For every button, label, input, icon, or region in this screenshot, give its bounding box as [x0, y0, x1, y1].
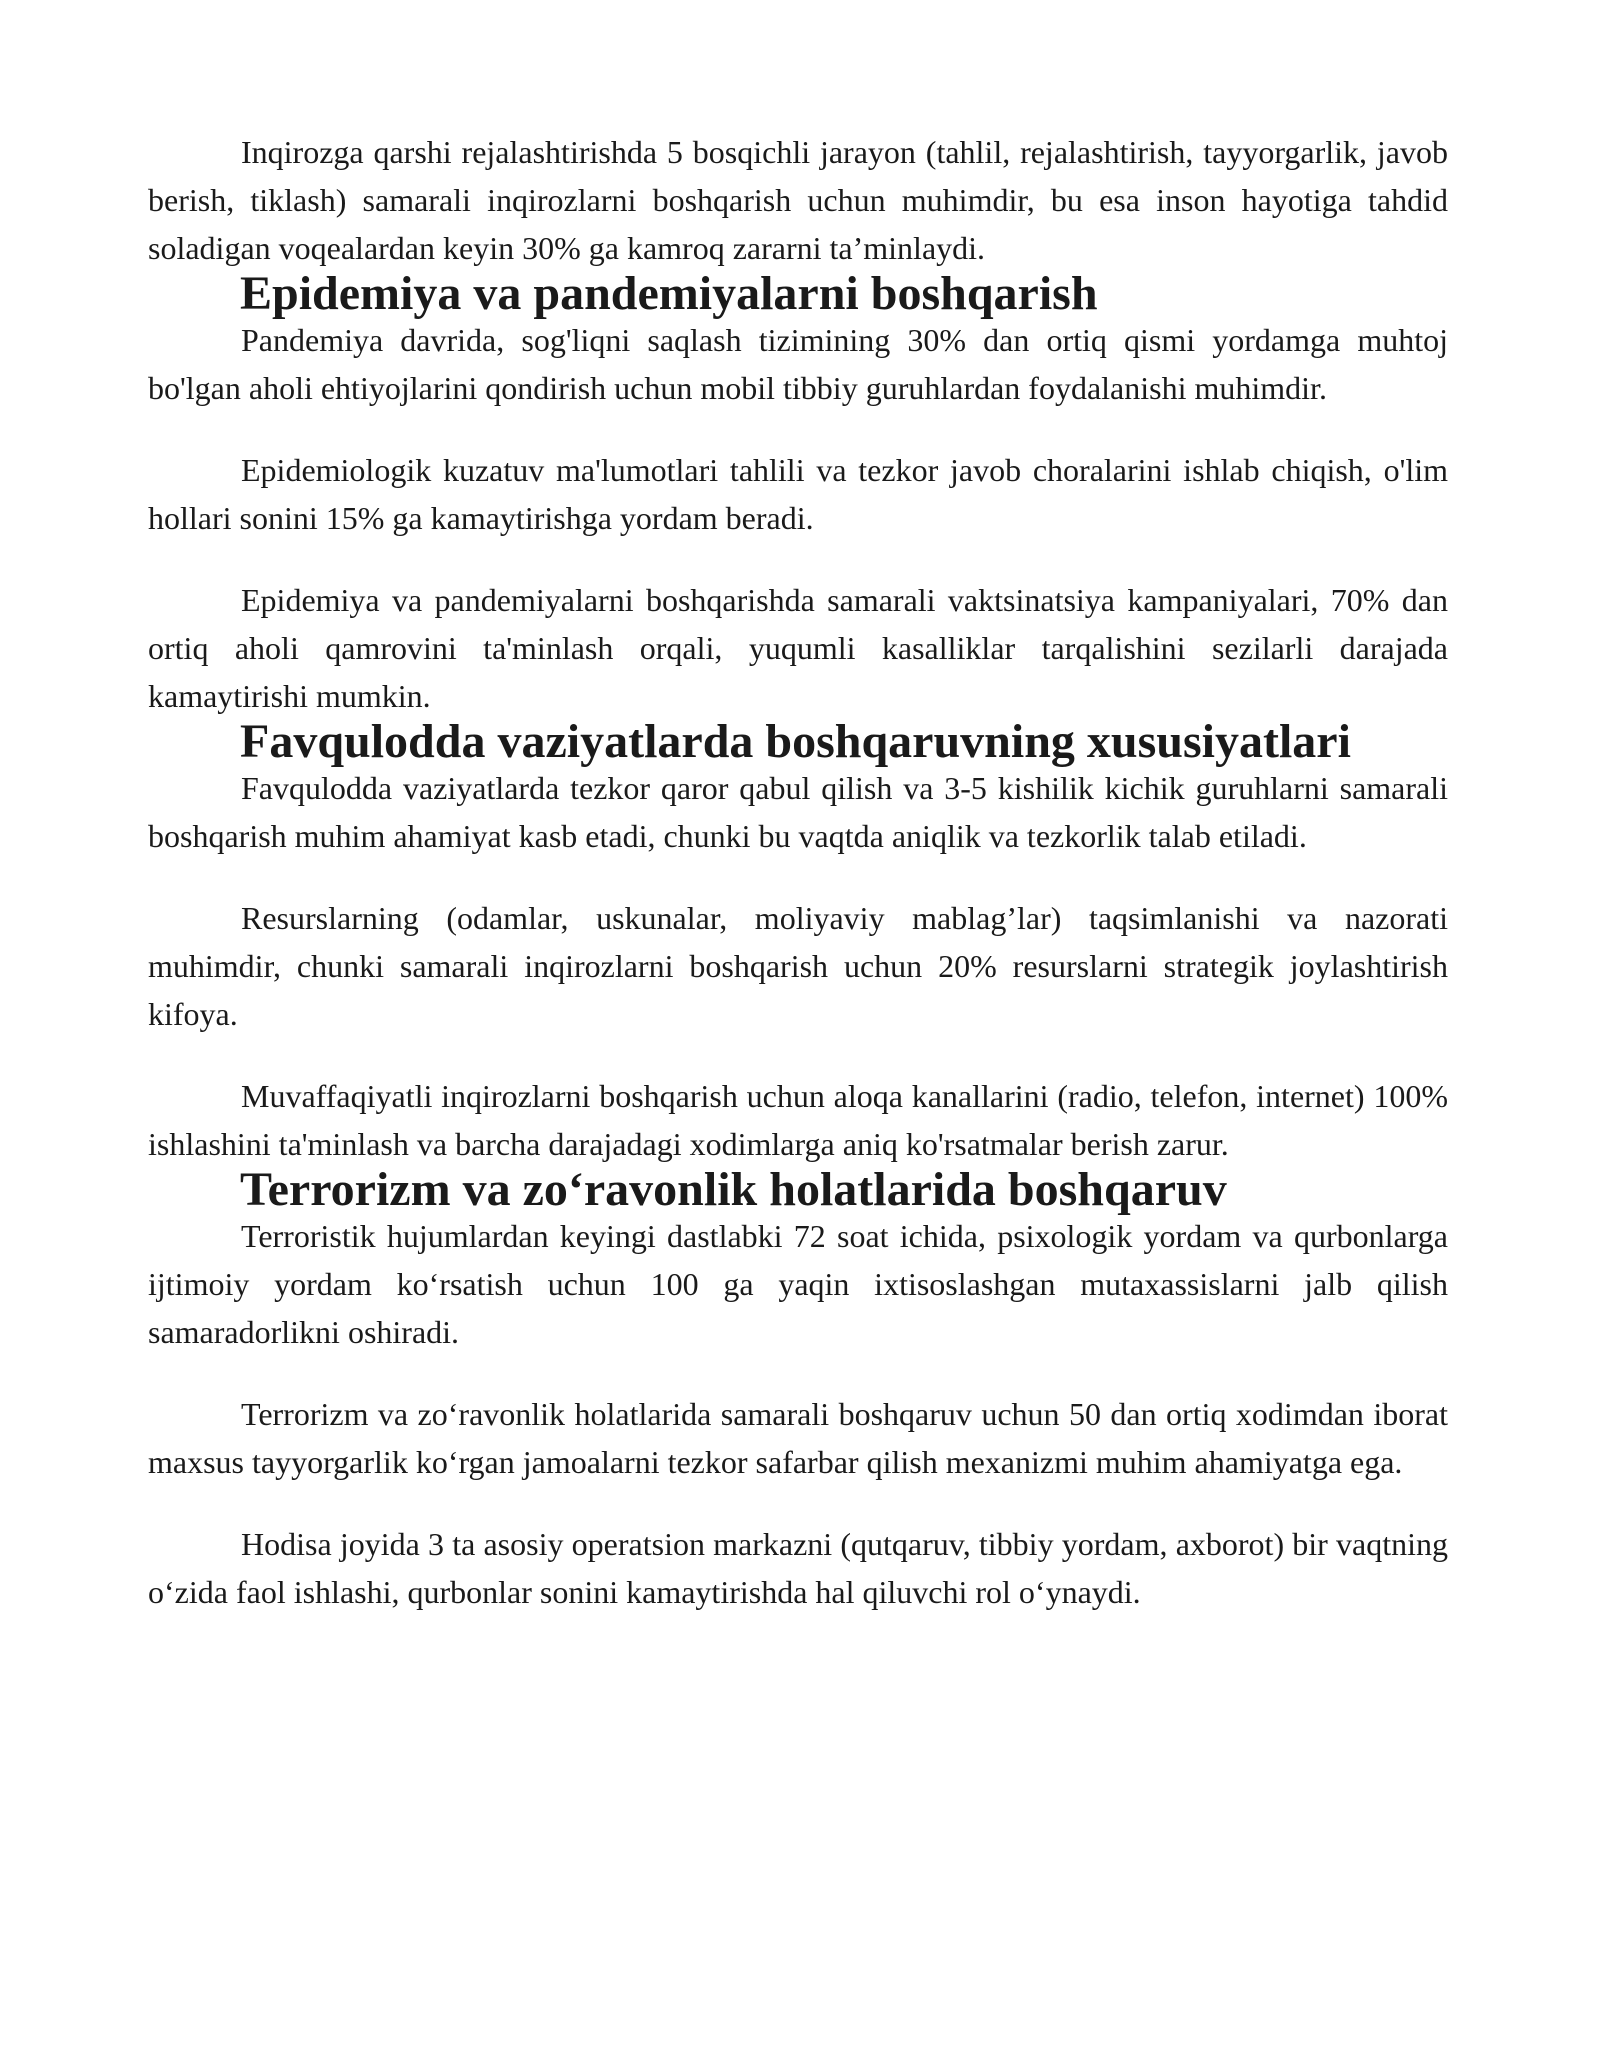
body-paragraph: Terrorizm va zo‘ravonlik holatlarida samarali boshqaruv uchun 50 dan ortiq xodimdan iborat maxsus tayyorgarlik ko‘rgan jamoalarni tezkor safarbar qilish mexanizmi muhim ahamiyatga ega. — [148, 1396, 1448, 1480]
body-paragraph: Hodisa joyida 3 ta asosiy operatsion markazni (qutqaruv, tibbiy yordam, axborot) bir vaqtning o‘zida faol ishlashi, qurbonlar sonini kamaytirishda hal qiluvchi rol o‘ynaydi. — [148, 1526, 1448, 1610]
section-heading: Terrorizm va zo‘ravonlik holatlarida boshqaruv — [240, 1163, 1227, 1216]
section-terrorism — [148, 1163, 1448, 1616]
body-paragraph: Epidemiologik kuzatuv ma'lumotlari tahlili va tezkor javob choralarini ishlab chiqish, o'lim hollari sonini 15% ga kamaytirishga yordam beradi. — [148, 452, 1448, 536]
section-heading: Epidemiya va pandemiyalarni boshqarish — [240, 267, 1098, 320]
intro-paragraph: Inqirozga qarshi rejalashtirishda 5 bosqichli jarayon (tahlil, rejalashtirish, tayyorgarlik, javob berish, tiklash) samarali inqirozlarni boshqarish uchun muhimdir, bu esa inson hayotiga tahdid soladigan voqealardan keyin 30% ga kamroq zararni ta’minlaydi. — [148, 134, 1448, 266]
document-page — [148, 128, 1448, 1616]
body-paragraph: Resurslarning (odamlar, uskunalar, moliyaviy mablag’lar) taqsimlanishi va nazorati muhimdir, chunki samarali inqirozlarni boshqarish uchun 20% resurslarni strategik joylashtirish kifoya. — [148, 900, 1448, 1032]
body-paragraph: Epidemiya va pandemiyalarni boshqarishda samarali vaktsinatsiya kampaniyalari, 70% dan ortiq aholi qamrovini ta'minlash orqali, yuqumli kasalliklar tarqalishini sezilarli darajada kamaytirishi mumkin. — [148, 582, 1448, 714]
section-epidemics — [148, 267, 1448, 720]
body-paragraph: Favqulodda vaziyatlarda tezkor qaror qabul qilish va 3-5 kishilik kichik guruhlarni samarali boshqarish muhim ahamiyat kasb etadi, chunki bu vaqtda aniqlik va tezkorlik talab etiladi. — [148, 770, 1448, 854]
body-paragraph: Pandemiya davrida, sog'liqni saqlash tizimining 30% dan ortiq qismi yordamga muhtoj bo'lgan aholi ehtiyojlarini qondirish uchun mobil tibbiy guruhlardan foydalanishi muhimdir. — [148, 322, 1448, 406]
body-paragraph: Terroristik hujumlardan keyingi dastlabki 72 soat ichida, psixologik yordam va qurbonlarga ijtimoiy yordam ko‘rsatish uchun 100 ga yaqin ixtisoslashgan mutaxassislarni jalb qilish samaradorlikni oshiradi. — [148, 1218, 1448, 1350]
body-paragraph: Muvaffaqiyatli inqirozlarni boshqarish uchun aloqa kanallarini (radio, telefon, internet) 100% ishlashini ta'minlash va barcha darajadagi xodimlarga aniq ko'rsatmalar berish zarur. — [148, 1078, 1448, 1162]
section-emergencies — [148, 715, 1448, 1168]
section-heading: Favqulodda vaziyatlarda boshqaruvning xususiyatlari — [240, 715, 1351, 768]
